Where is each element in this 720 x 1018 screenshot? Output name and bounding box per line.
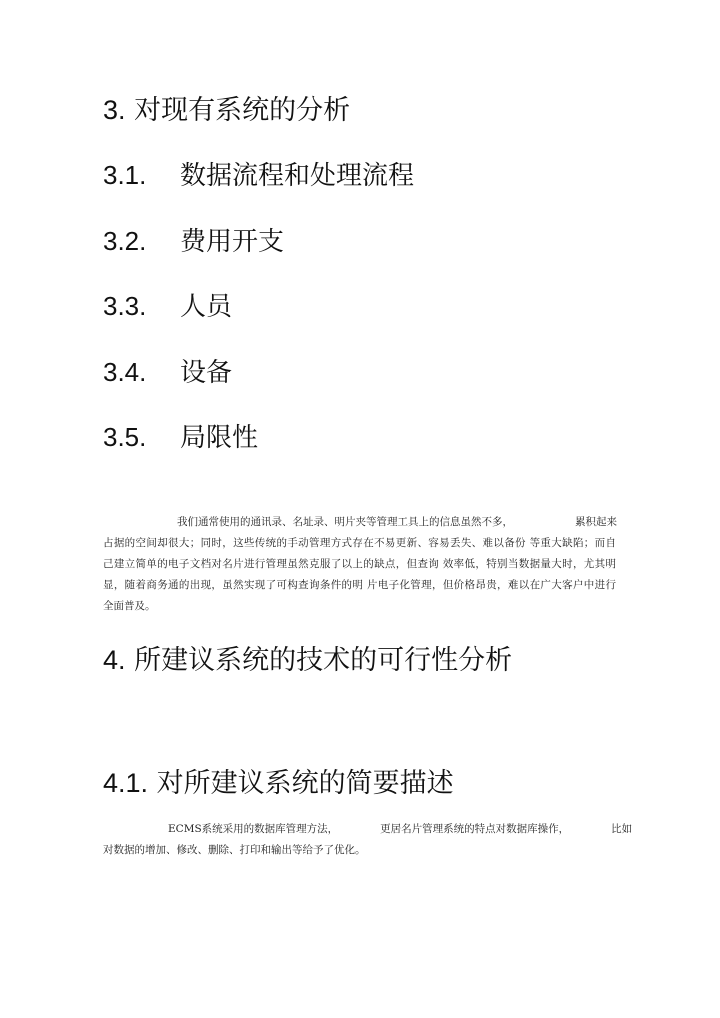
heading-4-1-title: 对所建议系统的简要描述 (148, 768, 454, 799)
heading-3 (103, 88, 350, 127)
heading-3-1-title: 数据流程和处理流程 (180, 161, 415, 191)
heading-4 (103, 638, 512, 677)
paragraph-line: 显，随着商务通的出现，虽然实现了可构查询条件的明 片电子化管理，但价格昂贵，难以在广大客户中进行 (103, 579, 616, 591)
paragraph-line: ECMS系统采用的数据库管理方法， 更居名片管理系统的特点对数据库操作， 比如 (168, 823, 633, 835)
heading-4-1-number: 4.1. (103, 768, 149, 798)
heading-3-4-number: 3.4. (103, 357, 147, 387)
heading-3-2-title: 费用开支 (180, 227, 285, 257)
heading-3-4 (103, 352, 232, 389)
heading-3-5-title: 局限性 (180, 423, 259, 453)
paragraph-line: 己建立简单的电子文档对名片进行管理虽然克服了以上的缺点，但查询 效率低，特别当数据量大时，尤其明 (103, 558, 616, 570)
paragraph-system-description (103, 819, 633, 861)
heading-3-2 (103, 221, 284, 258)
heading-3-1-number: 3.1. (103, 160, 147, 190)
heading-3-title: 对现有系统的分析 (125, 95, 351, 126)
paragraph-line: 我们通常使用的通讯录、名址录、明片夹等管理工具上的信息虽然不多， 累积起来 (177, 516, 617, 528)
heading-3-5-number: 3.5. (103, 422, 147, 452)
heading-4-title: 所建议系统的技术的可行性分析 (125, 645, 513, 676)
heading-3-2-number: 3.2. (103, 226, 147, 256)
heading-3-number: 3. (103, 95, 126, 125)
heading-3-5 (103, 417, 258, 454)
heading-4-number: 4. (103, 645, 126, 675)
heading-3-4-title: 设备 (180, 358, 233, 388)
heading-3-3-title: 人员 (180, 292, 233, 322)
heading-3-3 (103, 286, 232, 323)
heading-3-3-number: 3.3. (103, 291, 147, 321)
heading-4-1 (103, 761, 454, 800)
paragraph-limitations (103, 512, 616, 617)
heading-3-1 (103, 155, 414, 192)
paragraph-line: 对数据的增加、修改、删除、打印和输出等给予了优化。 (103, 844, 366, 856)
paragraph-line: 全面普及。 (103, 600, 156, 612)
paragraph-line: 占据的空间却很大；同时，这些传统的手动管理方式存在不易更新、容易丢失、难以备份 等重大缺陷；而自 (103, 537, 616, 549)
